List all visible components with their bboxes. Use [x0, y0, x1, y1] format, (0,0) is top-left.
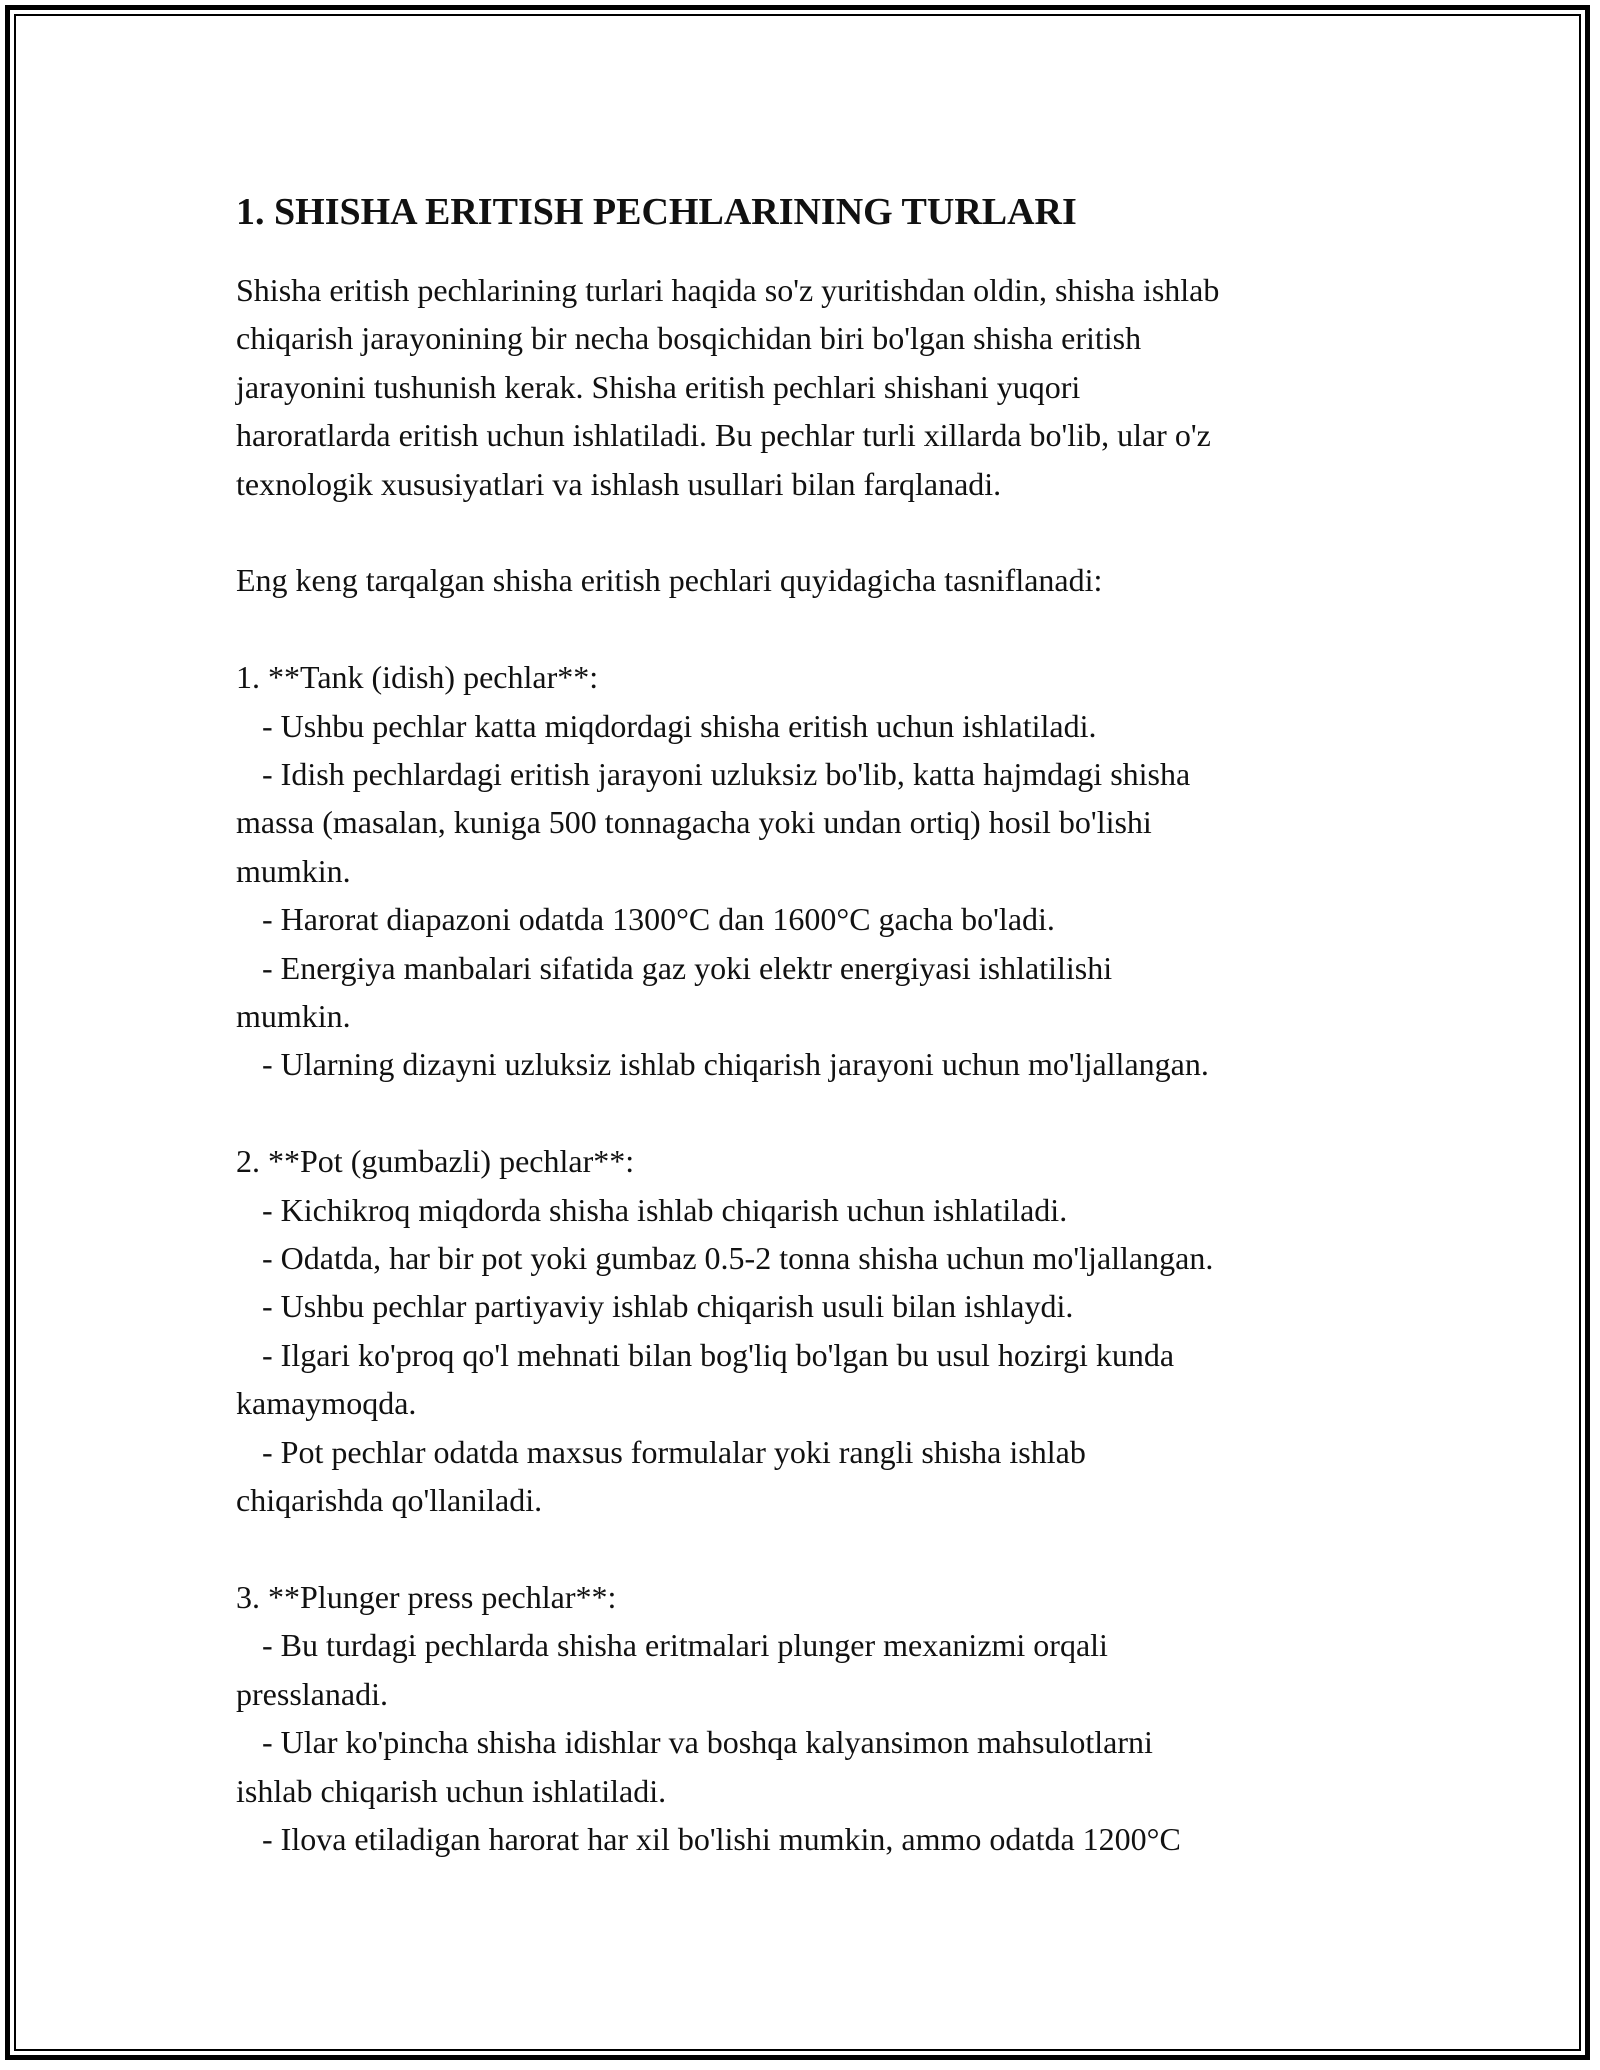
list-item: - Odatda, har bir pot yoki gumbaz 0.5-2 tonna shisha uchun mo'ljallangan.: [262, 1240, 1214, 1277]
section-heading: 2. **Pot (gumbazli) pechlar**:: [236, 1143, 635, 1180]
intro-line: haroratlarda eritish uchun ishlatiladi. Bu pechlar turli xillarda bo'lib, ular o'z: [236, 417, 1211, 454]
document-body: [236, 186, 1416, 1863]
intro-line: Shisha eritish pechlarining turlari haqida so'z yuritishdan oldin, shisha ishlab: [236, 272, 1220, 308]
list-item-continuation: massa (masalan, kuniga 500 tonnagacha yoki undan ortiq) hosil bo'lishi: [236, 804, 1152, 841]
list-item: - Bu turdagi pechlarda shisha eritmalari plunger mexanizmi orqali: [262, 1627, 1108, 1664]
list-item-continuation: presslanadi.: [236, 1675, 388, 1712]
list-item: - Ular ko'pincha shisha idishlar va boshqa kalyansimon mahsulotlarni: [262, 1724, 1153, 1761]
list-item-continuation: chiqarishda qo'llaniladi.: [236, 1482, 543, 1519]
list-item: - Energiya manbalari sifatida gaz yoki elektr energiyasi ishlatilishi: [262, 949, 1113, 986]
section-heading: 3. **Plunger press pechlar**:: [236, 1578, 617, 1615]
list-item-continuation: kamaymoqda.: [236, 1385, 417, 1422]
section-heading: 1. **Tank (idish) pechlar**:: [236, 659, 599, 696]
list-item: - Ilgari ko'proq qo'l mehnati bilan bog'liq bo'lgan bu usul hozirgi kunda: [262, 1336, 1175, 1373]
intro-paragraph: [236, 266, 1416, 508]
section-pot-furnaces: [236, 1137, 1416, 1524]
section-tank-furnaces: [236, 653, 1416, 1089]
list-item: - Harorat diapazoni odatda 1300°C dan 1600°C gacha bo'ladi.: [262, 901, 1055, 938]
list-item: - Ularning dizayni uzluksiz ishlab chiqarish jarayoni uchun mo'ljallangan.: [262, 1046, 1209, 1083]
classification-sentence: Eng keng tarqalgan shisha eritish pechlari quyidagicha tasniflanadi:: [236, 562, 1103, 599]
list-item: - Pot pechlar odatda maxsus formulalar yoki rangli shisha ishlab: [262, 1433, 1086, 1470]
intro-line: jarayonini tushunish kerak. Shisha eritish pechlari shishani yuqori: [236, 368, 1081, 405]
intro-line: chiqarish jarayonining bir necha bosqichidan biri bo'lgan shisha eritish: [236, 320, 1142, 357]
list-item: - Ilova etiladigan harorat har xil bo'lishi mumkin, ammo odatda 1200°C: [262, 1820, 1181, 1857]
intro-line: texnologik xususiyatlari va ishlash usullari bilan farqlanadi.: [236, 465, 1002, 502]
list-item: - Kichikroq miqdorda shisha ishlab chiqarish uchun ishlatiladi.: [262, 1191, 1068, 1228]
list-item-continuation: mumkin.: [236, 998, 351, 1035]
document-title: 1. SHISHA ERITISH PECHLARINING TURLARI: [236, 191, 1077, 233]
list-item: - Ushbu pechlar katta miqdordagi shisha eritish uchun ishlatiladi.: [262, 707, 1097, 744]
list-item-continuation: mumkin.: [236, 852, 351, 889]
list-item: - Ushbu pechlar partiyaviy ishlab chiqarish usuli bilan ishlaydi.: [262, 1288, 1074, 1325]
list-item-continuation: ishlab chiqarish uchun ishlatiladi.: [236, 1772, 667, 1809]
list-item: - Idish pechlardagi eritish jarayoni uzluksiz bo'lib, katta hajmdagi shisha: [262, 756, 1191, 793]
section-plunger-press-furnaces: [236, 1573, 1416, 1863]
